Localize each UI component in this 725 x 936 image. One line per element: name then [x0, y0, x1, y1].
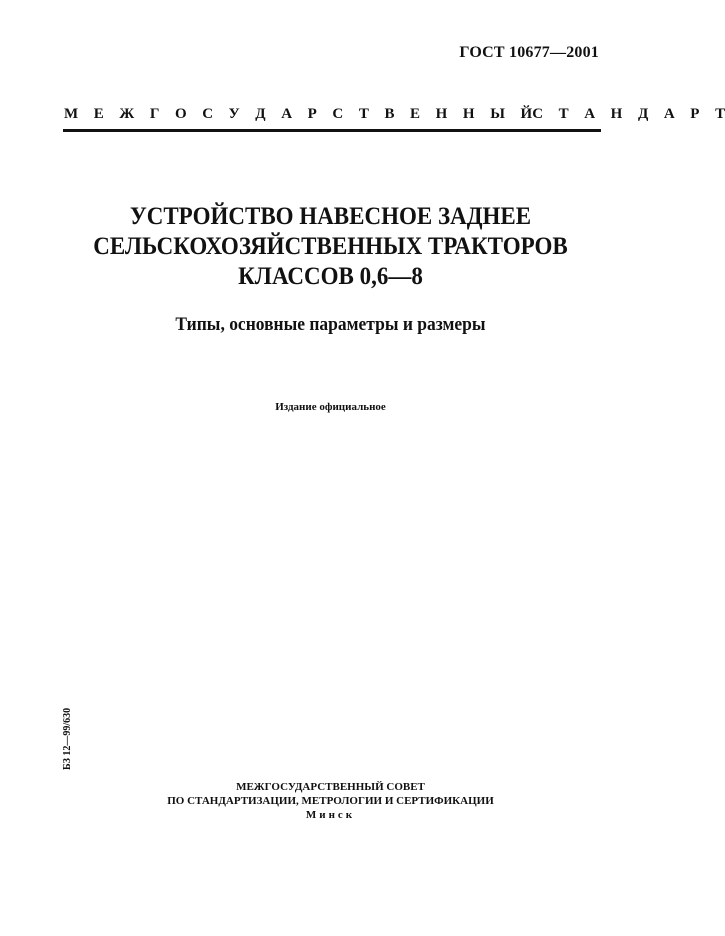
standard-type-letter: О — [174, 106, 187, 122]
standard-type-letter: Н — [610, 106, 623, 122]
header-divider — [63, 129, 601, 132]
standard-type-letter: Р — [307, 106, 317, 122]
standard-type-letter: Т — [558, 106, 569, 122]
standard-type-letter: У — [228, 106, 240, 122]
document-title — [26, 202, 634, 292]
standard-type-letter: Д — [637, 106, 649, 122]
standard-type-letter: Д — [255, 106, 266, 122]
standard-type-letter: Г — [149, 106, 160, 122]
standard-type-letter: С — [202, 106, 214, 122]
standard-type-letter: Т — [715, 106, 725, 122]
standard-type-letter: А — [663, 106, 675, 122]
standard-type-letter: Е — [410, 106, 421, 122]
publisher-line-2: ПО СТАНДАРТИЗАЦИИ, МЕТРОЛОГИИ И СЕРТИФИКАЦИИ — [167, 795, 494, 807]
document-number: ГОСТ 10677—2001 — [459, 44, 599, 61]
standard-type-heading — [64, 106, 725, 123]
standard-type-letter: С — [332, 106, 344, 122]
title-line-1: УСТРОЙСТВО НАВЕСНОЕ ЗАДНЕЕ — [129, 203, 532, 230]
standard-type-letter: Ы — [490, 106, 505, 122]
standard-type-letter: Й — [520, 106, 533, 122]
standard-type-letter: С — [532, 106, 544, 122]
publisher-block — [0, 780, 661, 822]
title-line-3: КЛАССОВ 0,6—8 — [238, 263, 423, 290]
standard-type-letter: А — [281, 106, 293, 122]
publisher-line-1: МЕЖГОСУДАРСТВЕННЫЙ СОВЕТ — [236, 781, 425, 793]
standard-type-word-1 — [64, 106, 532, 123]
standard-type-letter: М — [64, 106, 79, 122]
standard-type-letter: В — [384, 106, 395, 122]
publisher-city: Минск — [305, 809, 356, 821]
standard-type-word-2 — [532, 106, 725, 123]
standard-type-letter: Е — [93, 106, 104, 122]
side-code: БЗ 12—99/630 — [62, 707, 73, 770]
standard-type-letter: А — [584, 106, 596, 122]
standard-type-letter: Ж — [119, 106, 135, 122]
standard-type-letter: Н — [435, 106, 448, 122]
title-line-2: СЕЛЬСКОХОЗЯЙСТВЕННЫХ ТРАКТОРОВ — [93, 233, 568, 260]
standard-type-letter: Р — [690, 106, 700, 122]
standard-type-letter: Т — [358, 106, 369, 122]
standard-type-letter: Н — [462, 106, 475, 122]
edition-note: Издание официальное — [275, 401, 386, 413]
document-subtitle: Типы, основные параметры и размеры — [175, 314, 486, 335]
